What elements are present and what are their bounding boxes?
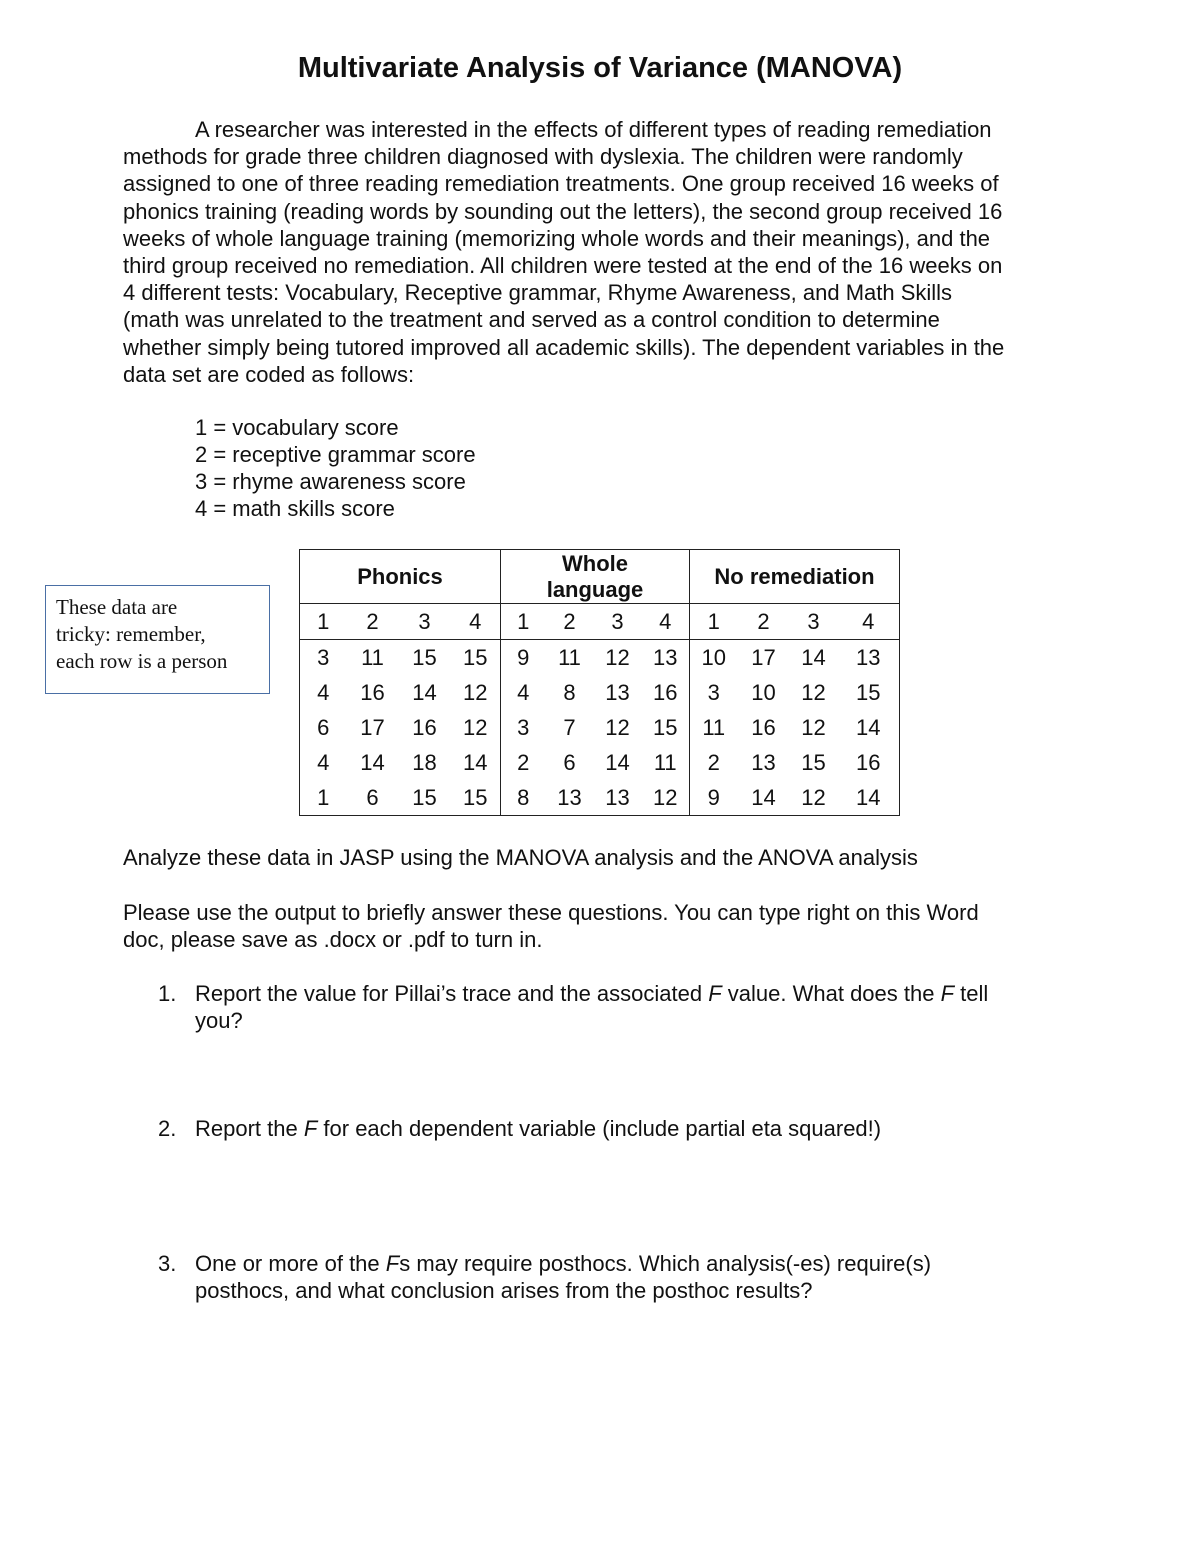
table-row <box>300 640 900 676</box>
table-cell: 13 <box>838 640 900 676</box>
group-header-phonics: Phonics <box>300 550 501 604</box>
subheader-cell: 3 <box>594 604 642 640</box>
question-3 <box>158 1250 1078 1304</box>
question-number: 1. <box>158 981 177 1006</box>
table-cell: 12 <box>801 714 826 740</box>
table-cell: 14 <box>801 644 826 670</box>
table-cell: 15 <box>451 780 501 816</box>
subheader-cell: 3 <box>399 604 451 640</box>
analyze-instruction: Analyze these data in JASP using the MANOVA analysis and the ANOVA analysis <box>123 845 918 870</box>
subheader-cell: 1 <box>300 604 347 640</box>
variable-code: 2 = receptive grammar score <box>195 442 476 467</box>
table-cell: 10 <box>690 640 738 676</box>
table-cell: 12 <box>605 714 630 740</box>
table-row <box>300 710 900 745</box>
table-cell: 16 <box>838 745 900 780</box>
table-cell: 2 <box>501 745 546 780</box>
table-cell: 13 <box>594 780 642 816</box>
intro-line: assigned to one of three reading remediation treatments. One group received 16 weeks of <box>123 171 999 197</box>
table-cell: 15 <box>412 644 437 670</box>
intro-line: (math was unrelated to the treatment and served as a control condition to determine <box>123 307 940 333</box>
table-row <box>300 745 900 780</box>
table-cell: 16 <box>751 714 776 740</box>
instructions-line: doc, please save as .docx or .pdf to turn in. <box>123 927 543 953</box>
table-cell: 14 <box>412 679 437 705</box>
table-cell: 3 <box>300 640 347 676</box>
italic-f-symbol: F <box>385 1251 400 1276</box>
page-title: Multivariate Analysis of Variance (MANOVA) <box>297 52 903 84</box>
instructions-line: Please use the output to briefly answer these questions. You can type right on this Word <box>123 900 979 925</box>
table-cell: 9 <box>501 640 546 676</box>
table-cell: 15 <box>399 780 451 816</box>
subheader-cell: 2 <box>546 604 594 640</box>
table-row <box>300 675 900 710</box>
table-cell: 17 <box>751 644 776 670</box>
question-1 <box>158 980 1078 1034</box>
subheader-cell: 2 <box>347 604 399 640</box>
table-cell: 12 <box>790 780 838 816</box>
note-callout-box <box>45 585 270 694</box>
table-cell: 13 <box>605 679 630 705</box>
intro-line: weeks of whole language training (memorizing whole words and their meanings), and the <box>123 225 991 251</box>
variable-code: 4 = math skills score <box>195 496 395 521</box>
table-cell: 7 <box>563 714 576 740</box>
table-cell: 2 <box>690 745 738 780</box>
subheader-cell: 4 <box>838 604 900 640</box>
question-number: 3. <box>158 1251 177 1276</box>
note-line: These data are <box>56 595 178 619</box>
note-line: each row is a person <box>56 649 228 673</box>
table-cell: 4 <box>300 745 347 780</box>
italic-f-symbol: F <box>940 981 955 1006</box>
table-cell: 16 <box>412 714 437 740</box>
table-row <box>300 780 900 816</box>
table-cell: 13 <box>751 749 776 775</box>
table-cell: 4 <box>501 675 546 710</box>
table-cell: 12 <box>801 679 826 705</box>
intro-line: A researcher was interested in the effects of different types of reading remediation <box>195 117 992 142</box>
table-cell: 11 <box>642 745 690 780</box>
question-number: 2. <box>158 1116 177 1141</box>
table-cell: 15 <box>642 710 690 745</box>
subheader-cell: 4 <box>642 604 690 640</box>
table-cell: 11 <box>361 644 384 670</box>
note-line: tricky: remember, <box>56 622 206 646</box>
table-cell: 15 <box>838 675 900 710</box>
table-cell: 6 <box>347 780 399 816</box>
table-cell: 4 <box>300 675 347 710</box>
table-cell: 12 <box>451 710 501 745</box>
table-cell: 15 <box>451 640 501 676</box>
intro-line: data set are coded as follows: <box>123 361 415 387</box>
table-cell: 18 <box>412 749 437 775</box>
table-cell: 14 <box>838 710 900 745</box>
table-cell: 15 <box>801 749 826 775</box>
table-cell: 11 <box>558 644 581 670</box>
data-table <box>299 549 900 816</box>
table-cell: 12 <box>451 675 501 710</box>
instructions-paragraph <box>123 899 979 953</box>
table-cell: 6 <box>300 710 347 745</box>
table-cell: 13 <box>546 780 594 816</box>
question-line: posthocs, and what conclusion arises from the posthoc results? <box>195 1278 813 1304</box>
question-2 <box>158 1115 1078 1142</box>
table-cell: 10 <box>751 679 776 705</box>
table-cell: 1 <box>300 780 347 816</box>
subheader-cell: 2 <box>738 604 790 640</box>
question-body <box>195 980 1078 1034</box>
variable-code: 1 = vocabulary score <box>195 415 399 440</box>
table-cell: 16 <box>360 679 385 705</box>
subheader-cell: 3 <box>790 604 838 640</box>
table-cell: 14 <box>605 749 630 775</box>
table-cell: 14 <box>451 745 501 780</box>
intro-line: 4 different tests: Vocabulary, Receptive grammar, Rhyme Awareness, and Math Skills <box>123 280 953 306</box>
question-line: you? <box>195 1008 243 1034</box>
table-cell: 12 <box>605 644 630 670</box>
group-header-no-remediation: No remediation <box>690 550 900 604</box>
question-line: Report the F for each dependent variable (include partial eta squared!) <box>195 1116 882 1141</box>
table-cell: 11 <box>690 710 738 745</box>
table-cell: 6 <box>563 749 576 775</box>
table-cell: 8 <box>501 780 546 816</box>
table-cell: 14 <box>738 780 790 816</box>
table-cell: 9 <box>690 780 738 816</box>
subheader-cell: 1 <box>501 604 546 640</box>
table-cell: 14 <box>360 749 385 775</box>
subheader-cell: 4 <box>451 604 501 640</box>
question-line: Report the value for Pillai’s trace and the associated F value. What does the F tell <box>195 981 989 1006</box>
table-cell: 12 <box>642 780 690 816</box>
intro-line: third group received no remediation. All children were tested at the end of the 16 weeks on <box>123 253 1003 279</box>
table-cell: 17 <box>360 714 385 740</box>
group-header-whole-language <box>501 550 690 604</box>
group-header-label: Whole language <box>546 550 644 602</box>
italic-f-symbol: F <box>708 981 722 1006</box>
subheader-cell: 1 <box>690 604 738 640</box>
table-cell: 16 <box>642 675 690 710</box>
italic-f-symbol: F <box>303 1116 318 1141</box>
table-body <box>300 604 900 816</box>
question-body <box>195 1115 1078 1142</box>
subheader-row <box>300 604 900 640</box>
question-line: One or more of the Fs may require posthocs. Which analysis(-es) require(s) <box>195 1251 932 1276</box>
question-body <box>195 1250 1078 1304</box>
table-cell: 13 <box>642 640 690 676</box>
intro-line: whether simply being tutored improved all academic skills). The dependent variables in the <box>123 334 1005 360</box>
variable-codes-list <box>195 414 476 522</box>
intro-paragraph <box>123 116 1083 388</box>
table-cell: 3 <box>690 675 738 710</box>
table-cell: 3 <box>501 710 546 745</box>
intro-line: methods for grade three children diagnosed with dyslexia. The children were randomly <box>123 144 963 170</box>
intro-line: phonics training (reading words by sounding out the letters), the second group received 16 <box>123 198 1003 224</box>
table-cell: 14 <box>838 780 900 816</box>
table-cell: 8 <box>563 679 576 705</box>
variable-code: 3 = rhyme awareness score <box>195 469 466 494</box>
